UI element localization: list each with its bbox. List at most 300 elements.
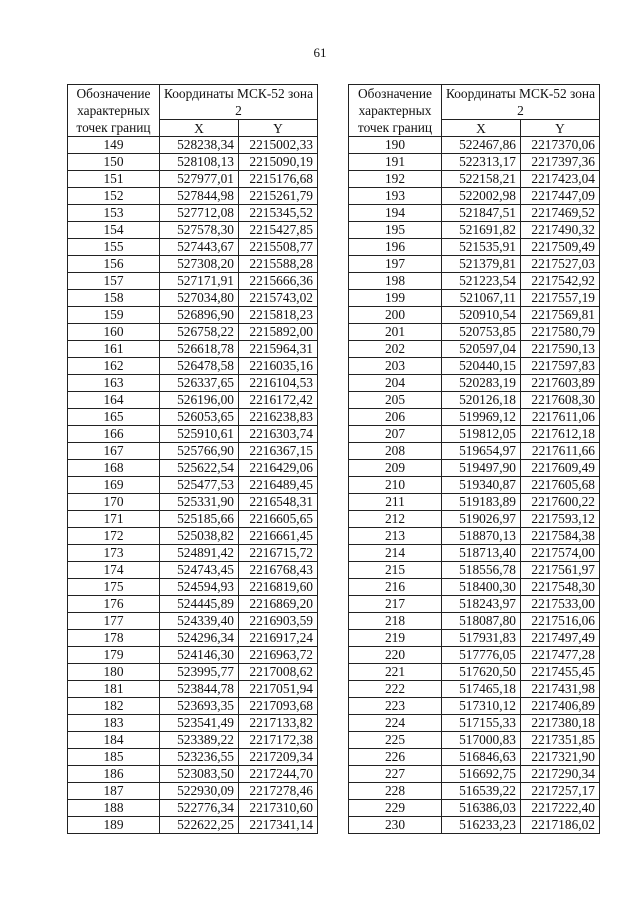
x-coordinate-cell: 526618,78 [160,341,239,358]
header-x: X [160,120,239,137]
table-row [68,171,318,188]
point-number-cell: 162 [68,358,160,375]
x-coordinate-cell: 525910,61 [160,426,239,443]
point-number-cell: 175 [68,579,160,596]
y-coordinate-cell: 2217477,28 [521,647,600,664]
point-number-cell: 154 [68,222,160,239]
point-number-cell: 225 [349,732,442,749]
table-row [349,579,600,596]
x-coordinate-cell: 522313,17 [442,154,521,171]
point-number-cell: 172 [68,528,160,545]
x-coordinate-cell: 520753,85 [442,324,521,341]
table-row [68,817,318,834]
point-number-cell: 195 [349,222,442,239]
table-row [68,392,318,409]
x-coordinate-cell: 522002,98 [442,188,521,205]
x-coordinate-cell: 516539,22 [442,783,521,800]
x-coordinate-cell: 524891,42 [160,545,239,562]
x-coordinate-cell: 520597,04 [442,341,521,358]
point-number-cell: 202 [349,341,442,358]
y-coordinate-cell: 2215743,02 [239,290,318,307]
table-row [349,511,600,528]
point-number-cell: 201 [349,324,442,341]
x-coordinate-cell: 523541,49 [160,715,239,732]
table-row [68,137,318,154]
table-row [68,562,318,579]
table-row [349,154,600,171]
x-coordinate-cell: 517620,50 [442,664,521,681]
point-number-cell: 165 [68,409,160,426]
y-coordinate-cell: 2216429,06 [239,460,318,477]
header-coordinates: Координаты МСК-52 зона 2 [442,85,600,120]
table-row [68,647,318,664]
table-row [349,630,600,647]
table-row [68,341,318,358]
y-coordinate-cell: 2215427,85 [239,222,318,239]
y-coordinate-cell: 2216661,45 [239,528,318,545]
y-coordinate-cell: 2215666,36 [239,273,318,290]
x-coordinate-cell: 520283,19 [442,375,521,392]
table-row [349,273,600,290]
x-coordinate-cell: 521535,91 [442,239,521,256]
point-number-cell: 171 [68,511,160,528]
table-row [68,749,318,766]
y-coordinate-cell: 2216548,31 [239,494,318,511]
x-coordinate-cell: 527712,08 [160,205,239,222]
y-coordinate-cell: 2217590,13 [521,341,600,358]
point-number-cell: 210 [349,477,442,494]
x-coordinate-cell: 524296,34 [160,630,239,647]
y-coordinate-cell: 2217611,06 [521,409,600,426]
point-number-cell: 207 [349,426,442,443]
point-number-cell: 187 [68,783,160,800]
y-coordinate-cell: 2217490,32 [521,222,600,239]
table-row [349,256,600,273]
x-coordinate-cell: 519497,90 [442,460,521,477]
x-coordinate-cell: 516846,63 [442,749,521,766]
x-coordinate-cell: 526478,58 [160,358,239,375]
y-coordinate-cell: 2217209,34 [239,749,318,766]
point-number-cell: 167 [68,443,160,460]
table-row [349,800,600,817]
table-row [349,528,600,545]
point-number-cell: 203 [349,358,442,375]
table-row [68,715,318,732]
table-row [68,375,318,392]
point-number-cell: 185 [68,749,160,766]
table-row [68,579,318,596]
point-number-cell: 206 [349,409,442,426]
table-row [68,698,318,715]
table-row [68,664,318,681]
x-coordinate-cell: 526896,90 [160,307,239,324]
table-row [349,647,600,664]
y-coordinate-cell: 2217603,89 [521,375,600,392]
point-number-cell: 169 [68,477,160,494]
x-coordinate-cell: 519969,12 [442,409,521,426]
table-row [68,596,318,613]
x-coordinate-cell: 523236,55 [160,749,239,766]
point-number-cell: 160 [68,324,160,341]
point-number-cell: 196 [349,239,442,256]
point-number-cell: 151 [68,171,160,188]
y-coordinate-cell: 2217593,12 [521,511,600,528]
point-number-cell: 208 [349,443,442,460]
x-coordinate-cell: 527308,20 [160,256,239,273]
point-number-cell: 205 [349,392,442,409]
y-coordinate-cell: 2217533,00 [521,596,600,613]
y-coordinate-cell: 2216605,65 [239,511,318,528]
point-number-cell: 189 [68,817,160,834]
y-coordinate-cell: 2217397,36 [521,154,600,171]
x-coordinate-cell: 528238,34 [160,137,239,154]
x-coordinate-cell: 526053,65 [160,409,239,426]
y-coordinate-cell: 2217370,06 [521,137,600,154]
point-number-cell: 173 [68,545,160,562]
x-coordinate-cell: 525622,54 [160,460,239,477]
y-coordinate-cell: 2215588,28 [239,256,318,273]
y-coordinate-cell: 2217310,60 [239,800,318,817]
table-row [68,630,318,647]
point-number-cell: 220 [349,647,442,664]
point-number-cell: 186 [68,766,160,783]
x-coordinate-cell: 518713,40 [442,545,521,562]
point-number-cell: 211 [349,494,442,511]
point-number-cell: 181 [68,681,160,698]
point-number-cell: 155 [68,239,160,256]
point-number-cell: 166 [68,426,160,443]
table-row [68,358,318,375]
y-coordinate-cell: 2216869,20 [239,596,318,613]
point-number-cell: 228 [349,783,442,800]
x-coordinate-cell: 519812,05 [442,426,521,443]
point-number-cell: 214 [349,545,442,562]
point-number-cell: 170 [68,494,160,511]
table-row [349,749,600,766]
y-coordinate-cell: 2215261,79 [239,188,318,205]
x-coordinate-cell: 527977,01 [160,171,239,188]
table-row [349,358,600,375]
x-coordinate-cell: 526337,65 [160,375,239,392]
point-number-cell: 158 [68,290,160,307]
y-coordinate-cell: 2217584,38 [521,528,600,545]
point-number-cell: 168 [68,460,160,477]
table-row [349,817,600,834]
point-number-cell: 174 [68,562,160,579]
table-row [68,273,318,290]
point-number-cell: 159 [68,307,160,324]
y-coordinate-cell: 2216715,72 [239,545,318,562]
x-coordinate-cell: 517155,33 [442,715,521,732]
table-row [349,290,600,307]
y-coordinate-cell: 2217186,02 [521,817,600,834]
y-coordinate-cell: 2217497,49 [521,630,600,647]
point-number-cell: 149 [68,137,160,154]
point-number-cell: 217 [349,596,442,613]
table-row [349,222,600,239]
y-coordinate-cell: 2217244,70 [239,766,318,783]
y-coordinate-cell: 2217406,89 [521,698,600,715]
table-row [68,409,318,426]
x-coordinate-cell: 517931,83 [442,630,521,647]
y-coordinate-cell: 2215818,23 [239,307,318,324]
x-coordinate-cell: 516386,03 [442,800,521,817]
table-row [68,205,318,222]
header-x: X [442,120,521,137]
y-coordinate-cell: 2216819,60 [239,579,318,596]
y-coordinate-cell: 2217611,66 [521,443,600,460]
point-number-cell: 188 [68,800,160,817]
x-coordinate-cell: 519183,89 [442,494,521,511]
y-coordinate-cell: 2215508,77 [239,239,318,256]
table-row [349,494,600,511]
point-number-cell: 190 [349,137,442,154]
point-number-cell: 192 [349,171,442,188]
table-row [68,494,318,511]
y-coordinate-cell: 2217609,49 [521,460,600,477]
y-coordinate-cell: 2217172,38 [239,732,318,749]
x-coordinate-cell: 518870,13 [442,528,521,545]
table-row [349,596,600,613]
point-number-cell: 204 [349,375,442,392]
x-coordinate-cell: 521691,82 [442,222,521,239]
y-coordinate-cell: 2217548,30 [521,579,600,596]
x-coordinate-cell: 524339,40 [160,613,239,630]
table-row [68,783,318,800]
coordinates-table-left [67,84,318,834]
point-number-cell: 213 [349,528,442,545]
point-number-cell: 230 [349,817,442,834]
table-row [349,392,600,409]
table-row [68,290,318,307]
point-number-cell: 199 [349,290,442,307]
x-coordinate-cell: 521223,54 [442,273,521,290]
point-number-cell: 152 [68,188,160,205]
y-coordinate-cell: 2217542,92 [521,273,600,290]
table-row [349,545,600,562]
table-row [349,205,600,222]
x-coordinate-cell: 519654,97 [442,443,521,460]
table-row [349,562,600,579]
y-coordinate-cell: 2217509,49 [521,239,600,256]
table-row [68,443,318,460]
point-number-cell: 193 [349,188,442,205]
y-coordinate-cell: 2217516,06 [521,613,600,630]
point-number-cell: 218 [349,613,442,630]
point-number-cell: 179 [68,647,160,664]
y-coordinate-cell: 2217008,62 [239,664,318,681]
y-coordinate-cell: 2217257,17 [521,783,600,800]
y-coordinate-cell: 2216104,53 [239,375,318,392]
table-row [349,460,600,477]
x-coordinate-cell: 520910,54 [442,307,521,324]
point-number-cell: 223 [349,698,442,715]
y-coordinate-cell: 2217455,45 [521,664,600,681]
y-coordinate-cell: 2216172,42 [239,392,318,409]
y-coordinate-cell: 2216903,59 [239,613,318,630]
x-coordinate-cell: 522467,86 [442,137,521,154]
x-coordinate-cell: 525038,82 [160,528,239,545]
table-row [349,732,600,749]
table-row [349,239,600,256]
x-coordinate-cell: 520440,15 [442,358,521,375]
x-coordinate-cell: 521067,11 [442,290,521,307]
point-number-cell: 163 [68,375,160,392]
y-coordinate-cell: 2215964,31 [239,341,318,358]
table-row [68,800,318,817]
point-number-cell: 209 [349,460,442,477]
x-coordinate-cell: 523995,77 [160,664,239,681]
point-number-cell: 226 [349,749,442,766]
table-row [68,545,318,562]
point-number-cell: 183 [68,715,160,732]
y-coordinate-cell: 2215176,68 [239,171,318,188]
table-row [349,137,600,154]
x-coordinate-cell: 522622,25 [160,817,239,834]
x-coordinate-cell: 528108,13 [160,154,239,171]
table-row [68,188,318,205]
table-row [68,154,318,171]
y-coordinate-cell: 2217569,81 [521,307,600,324]
point-number-cell: 182 [68,698,160,715]
page-number: 61 [313,45,327,60]
point-number-cell: 191 [349,154,442,171]
table-row [68,732,318,749]
table-row [68,477,318,494]
point-number-cell: 200 [349,307,442,324]
y-coordinate-cell: 2217093,68 [239,698,318,715]
table-row [68,681,318,698]
point-number-cell: 177 [68,613,160,630]
x-coordinate-cell: 516233,23 [442,817,521,834]
y-coordinate-cell: 2217527,03 [521,256,600,273]
y-coordinate-cell: 2217561,97 [521,562,600,579]
y-coordinate-cell: 2217341,14 [239,817,318,834]
table-row [349,477,600,494]
point-number-cell: 215 [349,562,442,579]
table-row [349,426,600,443]
y-coordinate-cell: 2217557,19 [521,290,600,307]
x-coordinate-cell: 521847,51 [442,205,521,222]
y-coordinate-cell: 2217351,85 [521,732,600,749]
y-coordinate-cell: 2217574,00 [521,545,600,562]
point-number-cell: 198 [349,273,442,290]
x-coordinate-cell: 520126,18 [442,392,521,409]
table-row [349,443,600,460]
table-row [68,426,318,443]
x-coordinate-cell: 524743,45 [160,562,239,579]
x-coordinate-cell: 527443,67 [160,239,239,256]
x-coordinate-cell: 525477,53 [160,477,239,494]
x-coordinate-cell: 524146,30 [160,647,239,664]
x-coordinate-cell: 518243,97 [442,596,521,613]
y-coordinate-cell: 2217469,52 [521,205,600,222]
table-row [68,528,318,545]
x-coordinate-cell: 523389,22 [160,732,239,749]
point-number-cell: 212 [349,511,442,528]
y-coordinate-cell: 2217612,18 [521,426,600,443]
y-coordinate-cell: 2216238,83 [239,409,318,426]
y-coordinate-cell: 2215345,52 [239,205,318,222]
header-y: Y [239,120,318,137]
point-number-cell: 222 [349,681,442,698]
table-row [349,613,600,630]
table-row [349,171,600,188]
point-number-cell: 178 [68,630,160,647]
table-row [68,256,318,273]
y-coordinate-cell: 2217133,82 [239,715,318,732]
point-number-cell: 153 [68,205,160,222]
x-coordinate-cell: 525331,90 [160,494,239,511]
header-point-label: Обозначение характерных точек границ [68,85,160,137]
table-row [68,460,318,477]
point-number-cell: 224 [349,715,442,732]
y-coordinate-cell: 2217605,68 [521,477,600,494]
table-row [349,664,600,681]
x-coordinate-cell: 523083,50 [160,766,239,783]
x-coordinate-cell: 518556,78 [442,562,521,579]
y-coordinate-cell: 2217051,94 [239,681,318,698]
table-body [68,137,318,834]
y-coordinate-cell: 2217431,98 [521,681,600,698]
point-number-cell: 227 [349,766,442,783]
x-coordinate-cell: 524594,93 [160,579,239,596]
x-coordinate-cell: 527034,80 [160,290,239,307]
point-number-cell: 197 [349,256,442,273]
point-number-cell: 150 [68,154,160,171]
y-coordinate-cell: 2216367,15 [239,443,318,460]
x-coordinate-cell: 521379,81 [442,256,521,273]
x-coordinate-cell: 525185,66 [160,511,239,528]
y-coordinate-cell: 2215090,19 [239,154,318,171]
table-row [349,715,600,732]
x-coordinate-cell: 526758,22 [160,324,239,341]
table-row [349,307,600,324]
table-row [349,681,600,698]
x-coordinate-cell: 527171,91 [160,273,239,290]
point-number-cell: 219 [349,630,442,647]
point-number-cell: 156 [68,256,160,273]
table-body [349,137,600,834]
table-row [68,511,318,528]
y-coordinate-cell: 2215892,00 [239,324,318,341]
x-coordinate-cell: 522158,21 [442,171,521,188]
y-coordinate-cell: 2216303,74 [239,426,318,443]
table-row [68,239,318,256]
y-coordinate-cell: 2217222,40 [521,800,600,817]
table-row [349,766,600,783]
table-row [349,375,600,392]
point-number-cell: 221 [349,664,442,681]
table-row [349,783,600,800]
point-number-cell: 176 [68,596,160,613]
y-coordinate-cell: 2216489,45 [239,477,318,494]
table-row [68,222,318,239]
x-coordinate-cell: 522776,34 [160,800,239,817]
y-coordinate-cell: 2217447,09 [521,188,600,205]
y-coordinate-cell: 2217423,04 [521,171,600,188]
x-coordinate-cell: 519026,97 [442,511,521,528]
table-row [349,324,600,341]
table-row [68,324,318,341]
table-row [68,307,318,324]
x-coordinate-cell: 527578,30 [160,222,239,239]
y-coordinate-cell: 2216963,72 [239,647,318,664]
point-number-cell: 157 [68,273,160,290]
x-coordinate-cell: 517776,05 [442,647,521,664]
header-y: Y [521,120,600,137]
x-coordinate-cell: 518400,30 [442,579,521,596]
